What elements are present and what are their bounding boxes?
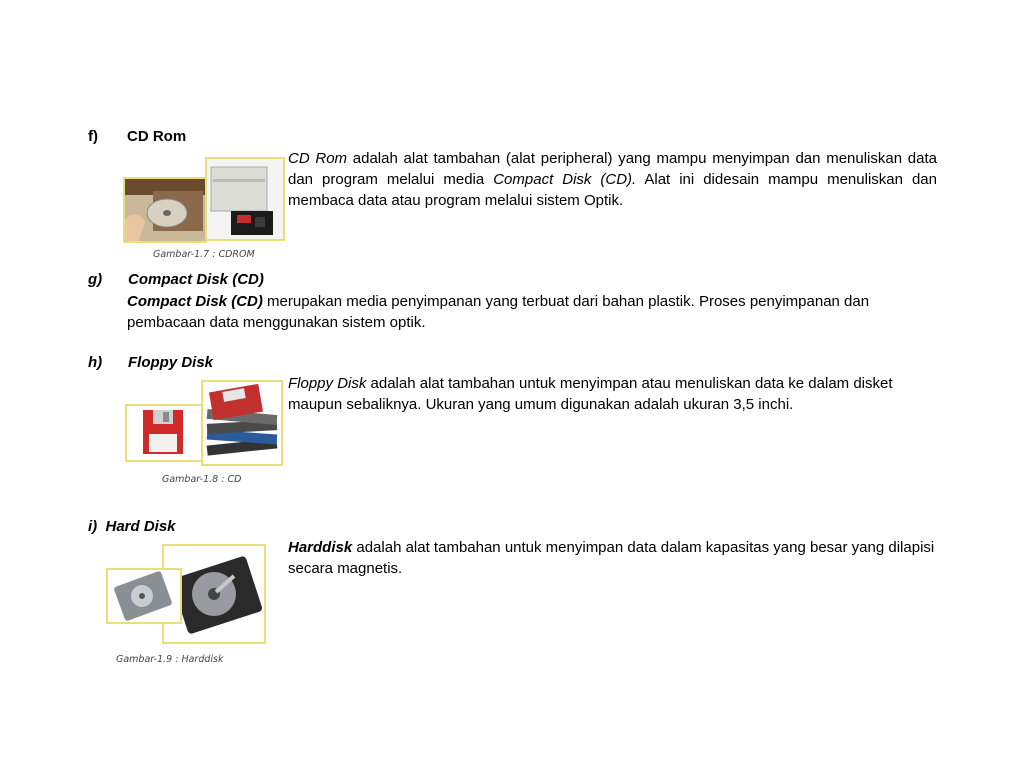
cdrom-figure: [123, 157, 285, 265]
cdrom-description: [288, 148, 937, 211]
cd-term: Compact Disk (CD): [127, 293, 263, 310]
section-f-letter: f): [88, 128, 98, 145]
floppy-text: adalah alat tambahan untuk menyimpan atau menuliskan data ke dalam disket maupun sebaliknya. Ukuran yang umum digunakan adalah ukuran 3,5 inchi.: [288, 375, 893, 413]
section-g-title: Compact Disk (CD): [128, 271, 264, 288]
harddisk-description: [288, 537, 937, 579]
section-g-letter: g): [88, 271, 103, 288]
section-h-title: Floppy Disk: [128, 354, 214, 371]
harddisk-figure: [106, 544, 268, 670]
floppy-figure: [125, 380, 285, 490]
floppy-caption: Gambar-1.8 : CD: [162, 474, 242, 485]
section-h-letter: h): [88, 354, 103, 371]
cdrom-term-2: Compact Disk (CD).: [493, 171, 637, 188]
cdrom-term: CD Rom: [288, 150, 348, 167]
cd-text: merupakan media penyimpanan yang terbuat dari bahan plastik. Proses penyimpanan dan pembacaan data menggunakan sistem optik.: [127, 293, 870, 331]
floppy-photo-right: [201, 380, 283, 466]
floppy-photo-left: [125, 404, 203, 462]
harddisk-term: Harddisk: [288, 539, 353, 556]
floppy-description: [288, 373, 937, 415]
cdrom-photo-left: [123, 177, 207, 243]
cdrom-text-2: Alat ini didesain mampu menuliskan dan membaca data atau program melalui sistem Optik.: [288, 171, 937, 209]
cdrom-photo-right: [205, 157, 285, 241]
harddisk-photo-left: [106, 568, 182, 624]
floppy-stack-icon: [203, 382, 281, 464]
cd-description: [127, 291, 939, 333]
harddisk-text: adalah alat tambahan untuk menyimpan data dalam kapasitas yang besar yang dilapisi secara magnetis.: [288, 539, 935, 577]
floppy-term: Floppy Disk: [288, 375, 367, 392]
section-f-title: CD Rom: [127, 128, 187, 145]
cdrom-caption: Gambar-1.7 : CDROM: [153, 249, 255, 260]
section-i-heading: i) Hard Disk: [88, 518, 176, 535]
cdrom-text-1: adalah alat tambahan (alat peripheral) yang mampu menyimpan dan menuliskan data dan program melalui media: [288, 150, 937, 188]
cdrom-drive-icon: [207, 159, 283, 239]
harddisk-icon: [108, 570, 180, 622]
harddisk-caption: Gambar-1.9 : Harddisk: [116, 654, 224, 665]
cd-tray-icon: [125, 179, 205, 241]
floppy-disk-icon: [127, 406, 201, 460]
